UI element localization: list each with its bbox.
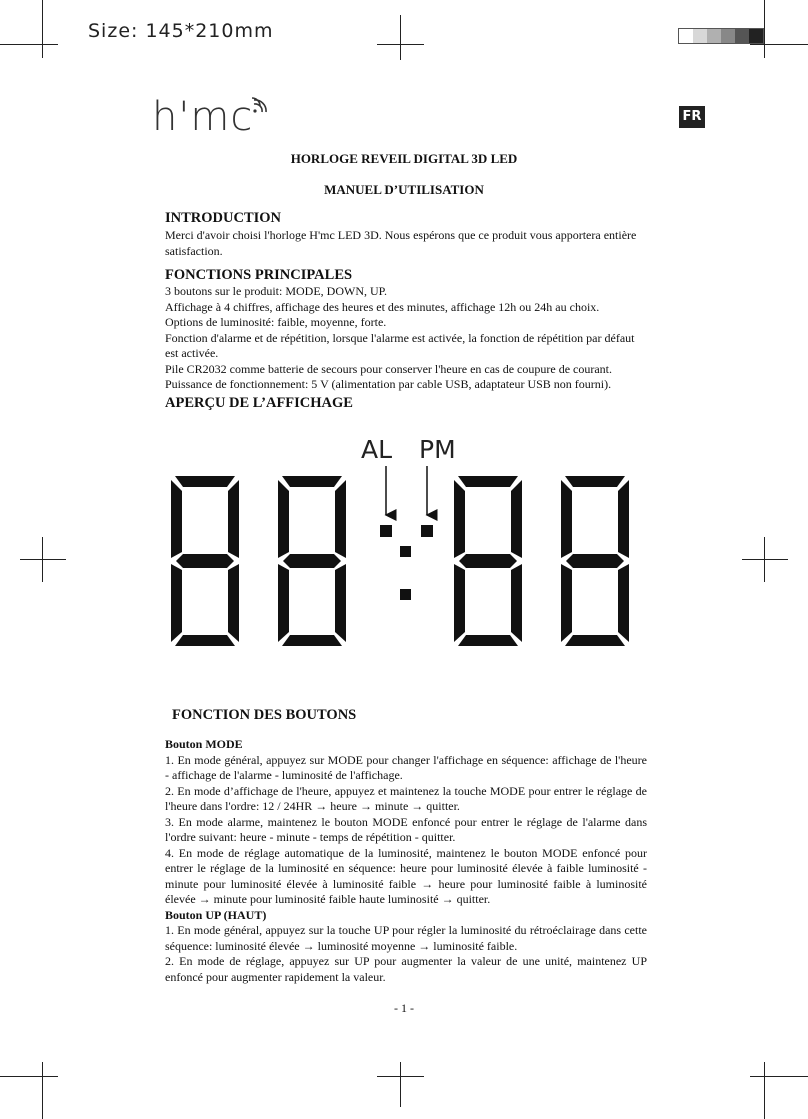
function-line: Affichage à 4 chiffres, affichage des heures et des minutes, affichage 12h ou 24h au choix. <box>165 299 600 314</box>
language-badge: FR <box>679 106 705 128</box>
page-number: - 1 - <box>394 1001 414 1015</box>
crop-mark <box>0 44 58 45</box>
function-line: Options de luminosité: faible, moyenne, forte. <box>165 315 387 329</box>
buttons-heading: FONCTION DES BOUTONS <box>172 707 357 723</box>
mode-item: 3. En mode alarme, maintenez le bouton MODE enfoncé pour entrer le réglage de l'alarme dans l'ordre suivant: heure - minute - temps de répétition - quitter. <box>165 814 647 844</box>
crop-mark <box>42 0 43 58</box>
crop-mark <box>400 1062 401 1107</box>
color-swatch <box>721 29 735 43</box>
up-item: 2. En mode de réglage, appuyez sur UP pour augmenter la valeur de une unité, maintenez UP enfoncé pour augmenter rapidement la valeur. <box>165 954 647 984</box>
color-swatch <box>693 29 707 43</box>
introduction-heading: INTRODUCTION <box>165 210 282 226</box>
crop-mark <box>764 1062 765 1119</box>
crop-mark <box>42 1062 43 1119</box>
al-indicator-label: AL <box>361 435 393 464</box>
functions-list <box>165 284 647 393</box>
display-overview-heading: APERÇU DE L’AFFICHAGE <box>165 395 353 411</box>
digit-2 <box>278 476 346 646</box>
color-swatch <box>707 29 721 43</box>
digit-4 <box>561 476 629 646</box>
introduction-text <box>165 228 647 259</box>
up-button-heading: Bouton UP (HAUT) <box>165 907 267 922</box>
mode-item: 2. En mode d’affichage de l'heure, appuyez et maintenez la touche MODE pour entrer le réglage de l'heure dans l'ordre: 12 / 24HR → heure → minute → quitter. <box>165 783 647 813</box>
function-line: Fonction d'alarme et de répétition, lorsque l'alarme est activée, la fonction de répétition par défaut est activée. <box>165 330 635 360</box>
pm-dot <box>421 525 433 537</box>
function-line: Pile CR2032 comme batterie de secours pour conserver l'heure en cas de coupure de courant. <box>165 361 612 376</box>
crop-mark <box>764 0 765 58</box>
crop-mark <box>400 15 401 60</box>
colon-bottom-dot <box>400 589 411 600</box>
led-display-diagram <box>160 462 650 652</box>
digit-1 <box>171 476 239 646</box>
mode-item: 1. En mode général, appuyez sur MODE pour changer l'affichage en séquence: affichage de l'heure - affichage de l'alarme - luminosité de l'affichage. <box>165 752 647 782</box>
wifi-signal-icon <box>250 96 270 116</box>
color-swatch <box>749 29 763 43</box>
size-label: Size: 145*210mm <box>88 20 274 42</box>
mode-item: 4. En mode de réglage automatique de la luminosité, maintenez le bouton MODE enfoncé pour entrer le réglage de la luminosité en séquence: heure pour luminosité élevée à faible luminosité - minute pour luminosité élevée à luminosité faible → heure pour luminosité faible à luminosité élevée → minute pour luminosité faible haute luminosité → quitter. <box>165 845 647 906</box>
introduction-paragraph: Merci d'avoir choisi l'horloge H'mc LED 3D. Nous espérons que ce produit vous apportera entière satisfaction. <box>165 228 637 258</box>
crop-mark <box>377 44 424 45</box>
digit-3 <box>454 476 522 646</box>
crop-mark <box>750 44 808 45</box>
function-line: Puissance de fonctionnement: 5 V (alimentation par cable USB, adaptateur USB non fourni). <box>165 377 612 391</box>
crop-mark <box>742 559 788 560</box>
crop-mark <box>750 1076 808 1077</box>
color-swatch <box>735 29 749 43</box>
pm-indicator-label: PM <box>419 435 456 464</box>
color-calibration-bar <box>678 28 764 44</box>
al-dot <box>380 525 392 537</box>
logo-text: h'mc <box>152 94 254 140</box>
crop-mark <box>20 559 66 560</box>
crop-mark <box>377 1076 424 1077</box>
color-swatch <box>679 29 693 43</box>
colon-top-dot <box>400 546 411 557</box>
mode-button-heading: Bouton MODE <box>165 737 243 751</box>
document-subtitle: MANUEL D’UTILISATION <box>324 182 484 197</box>
up-item: 1. En mode général, appuyez sur la touche UP pour régler la luminosité du rétroéclairage dans cette séquence: luminosité élevée → luminosité moyenne → luminosité faible. <box>165 923 647 953</box>
document-title: HORLOGE REVEIL DIGITAL 3D LED <box>290 151 518 166</box>
brand-logo <box>152 94 253 140</box>
function-line: 3 boutons sur le produit: MODE, DOWN, UP. <box>165 284 387 298</box>
crop-mark <box>0 1076 58 1077</box>
buttons-section <box>165 737 647 985</box>
functions-heading: FONCTIONS PRINCIPALES <box>165 267 353 283</box>
